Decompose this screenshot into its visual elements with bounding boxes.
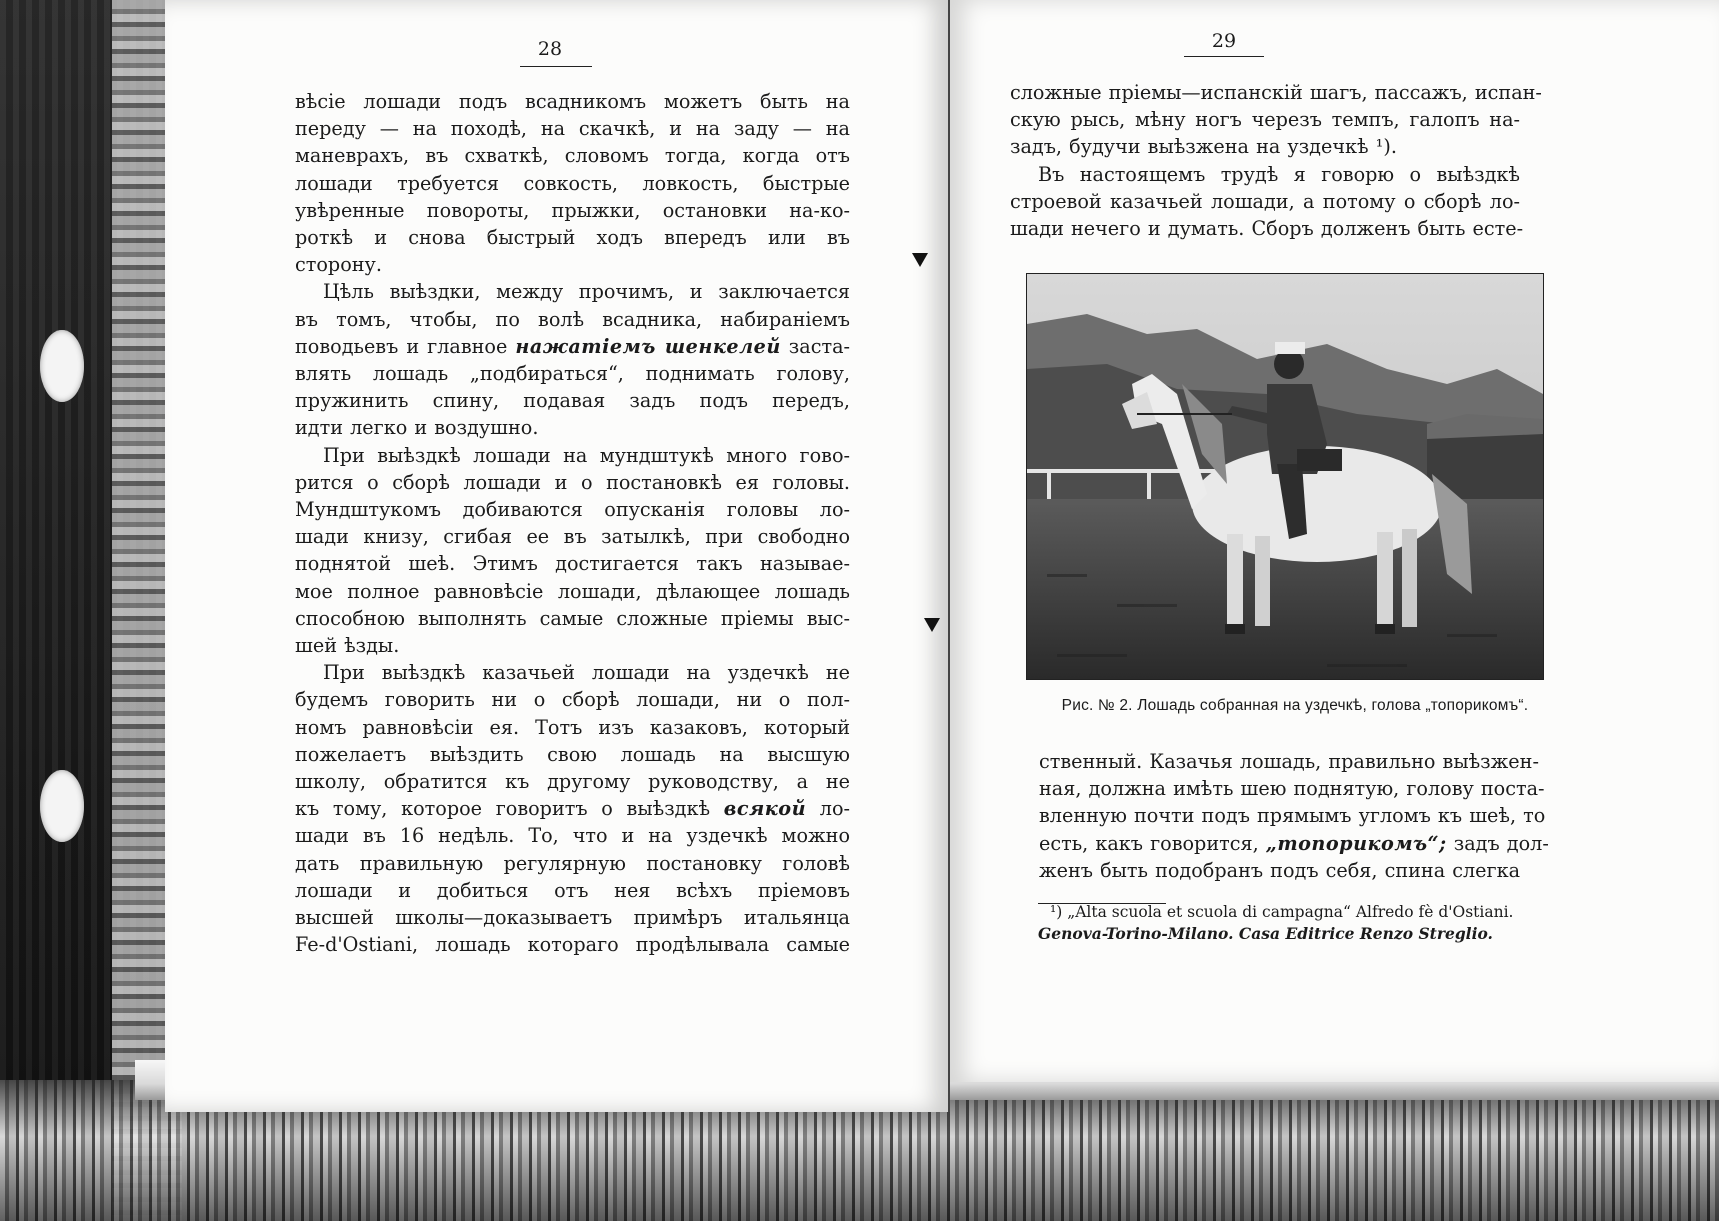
text-line: пружинить спину, подавая задъ подъ передъ, — [295, 389, 850, 413]
text-line: При выѣздкѣ лошади на мундштукѣ много гово- — [323, 443, 850, 467]
text-line: маневрахъ, въ схваткѣ, словомъ тогда, когда отъ — [295, 144, 850, 168]
spine-marker — [912, 253, 928, 267]
text-line: школу, обратится къ другому руководству, а не — [295, 770, 850, 794]
text-line: мое полное равновѣсіе лошади, дѣлающее лошадь — [295, 579, 850, 603]
emphasized-text: нажатіемъ шенкелей — [515, 334, 781, 358]
text-line: въ томъ, чтобы, по волѣ всадника, набираніемъ — [295, 307, 850, 331]
text-line: шей ѣзды. — [295, 634, 400, 658]
text-line: высшей школы—доказываетъ примѣръ итальянца — [295, 906, 850, 930]
text-line — [295, 795, 850, 822]
left-page-text — [295, 88, 850, 959]
text-line: задъ, будучи выѣзжена на уздечкѣ ¹). — [1010, 135, 1397, 159]
left-page — [165, 0, 950, 1112]
figure-caption: Рис. № 2. Лошадь собранная на уздечкѣ, голова „топорикомъ“. — [1061, 697, 1529, 714]
emphasized-text: „топорикомъ“; — [1265, 831, 1447, 855]
text-line: сложные пріемы—испанскій шагъ, пассажъ, испан- — [1010, 81, 1542, 104]
text-line: идти легко и воздушно. — [295, 416, 539, 440]
punch-hole-top — [40, 330, 84, 402]
text-line: скую рысь, мѣну ногъ черезъ темпъ, галопъ на- — [1010, 108, 1520, 132]
text-line: вѣсіе лошади подъ всадникомъ можетъ быть на — [295, 90, 850, 113]
text-segment: ло- — [806, 797, 850, 821]
text-segment: есть, какъ говорится, — [1039, 831, 1266, 855]
text-line: будемъ говорить ни о сборѣ лошади, ни о пол- — [295, 688, 850, 712]
text-line: ственный. Казачья лошадь, правильно выѣзжен- — [1039, 750, 1539, 773]
text-line: сторону. — [295, 253, 382, 277]
left-page-number-rule — [520, 66, 592, 67]
text-segment: поводьевъ и главное — [295, 334, 516, 358]
text-segment: къ тому, которое говоритъ о выѣздкѣ — [295, 797, 724, 821]
text-segment: задъ дол- — [1446, 831, 1549, 855]
text-line: лошади и добиться отъ нея всѣхъ пріемовъ — [295, 878, 850, 902]
right-page-number: 29 — [1211, 30, 1237, 52]
text-line: Цѣль выѣздки, между прочимъ, и заключается — [323, 280, 850, 304]
text-line: шади въ 16 недѣль. То, что и на уздечкѣ можно — [295, 824, 850, 848]
photograph-image — [1027, 274, 1543, 679]
text-line: Мундштукомъ добиваются опусканія головы ло- — [295, 498, 850, 522]
text-line: шади книзу, сгибая ее въ затылкѣ, при свободно — [295, 525, 850, 549]
text-line: Fe-d'Ostiani, лошадь котораго продѣлывала самые — [295, 933, 850, 957]
text-line: рится о сборѣ лошади и о постановкѣ ея головы. — [295, 470, 850, 494]
text-line: пожелаетъ выѣздить свою лошадь на высшую — [295, 742, 850, 766]
left-page-number: 28 — [537, 38, 563, 60]
text-segment: заста- — [780, 334, 850, 358]
text-line: Въ настоящемъ трудѣ я говорю о выѣздкѣ — [1038, 162, 1520, 186]
text-line: лошади требуется совкость, ловкость, быстрые — [295, 171, 850, 195]
text-line: способною выполнять самые сложные пріемы выс- — [295, 606, 850, 630]
right-page-text-top — [1010, 79, 1542, 242]
spine-marker — [924, 618, 940, 632]
right-page-text-bottom — [1039, 748, 1549, 884]
punch-hole-bottom — [40, 770, 84, 842]
right-page-number-rule — [1184, 56, 1264, 57]
horse-rider-photograph — [1026, 273, 1544, 680]
footnote-line-1: ¹) „Alta scuola et scuola di campagna“ Alfredo fè d'Ostiani. — [1050, 903, 1514, 921]
text-line: шади нечего и думать. Сборъ долженъ быть есте- — [1010, 217, 1524, 241]
footnote-line-2: Genova-Torino-Milano. Casa Editrice Renzo Streglio. — [1038, 924, 1493, 943]
text-line — [1039, 830, 1549, 857]
text-line: строевой казачьей лошади, а потому о сборѣ ло- — [1010, 189, 1520, 213]
text-line: ная, должна имѣть шею поднятую, голову поста- — [1039, 777, 1545, 801]
text-line: роткѣ и снова быстрый ходъ впередъ или въ — [295, 226, 850, 250]
emphasized-text: всякой — [723, 797, 807, 821]
text-line — [295, 333, 850, 360]
text-line: поднятой шеѣ. Этимъ достигается такъ называе- — [295, 552, 850, 576]
text-line: При выѣздкѣ казачьей лошади на уздечкѣ не — [323, 661, 850, 685]
text-line: номъ равновѣсіи ея. Тотъ изъ казаковъ, который — [295, 715, 850, 739]
text-line: увѣренные повороты, прыжки, остановки на-ко- — [295, 198, 850, 222]
text-line: переду — на походѣ, на скачкѣ, и на заду — на — [295, 117, 850, 141]
footnote — [1038, 902, 1568, 944]
text-line: вленную почти подъ прямымъ угломъ къ шеѣ, то — [1039, 804, 1546, 828]
text-line: дать правильную регулярную постановку головѣ — [295, 851, 850, 875]
text-line: влять лошадь „подбираться“, поднимать голову, — [295, 362, 850, 386]
text-line: женъ быть подобранъ подъ себя, спина слегка — [1039, 858, 1521, 882]
